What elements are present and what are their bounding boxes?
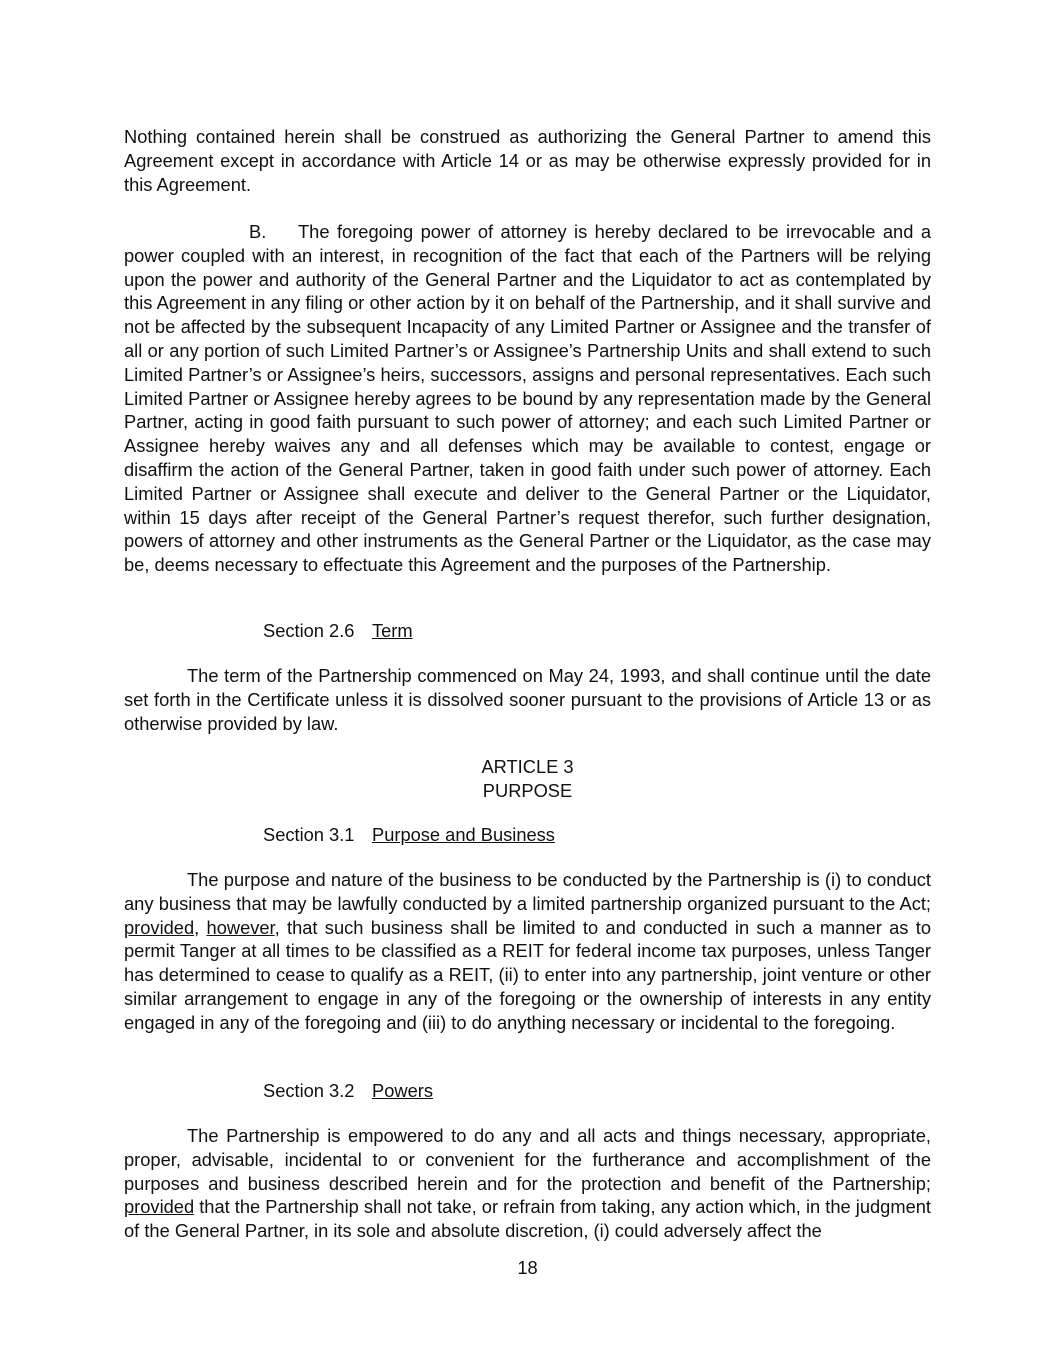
section-2-6-number: Section 2.6 xyxy=(263,620,355,641)
article-number: ARTICLE 3 xyxy=(481,756,574,777)
powers-text-1: The Partnership is empowered to do any and all acts and things necessary, appropriate, proper, advisable, incidental to or convenient for the furtherance and accomplishment of the purposes and business described herein and for the protection and benefit of the Partnership; xyxy=(124,1125,931,1194)
article-heading xyxy=(124,755,931,803)
intro-text: Nothing contained herein shall be construed as authorizing the General Partner to amend this Agreement except in accordance with Article 14 or as may be otherwise expressly provided for in this Agreement. xyxy=(124,126,931,195)
purpose-text-1: The purpose and nature of the business to be conducted by the Partnership is (i) to conduct any business that may be lawfully conducted by a limited partnership organized pursuant to the Act; xyxy=(124,869,931,914)
section-3-1-heading xyxy=(263,823,555,847)
section-3-2-number: Section 3.2 xyxy=(263,1080,355,1101)
term-paragraph xyxy=(124,664,931,735)
section-3-1-title: Purpose and Business xyxy=(372,824,555,845)
purpose-text-2: , that such business shall be limited to and conducted in such a manner as to permit Tanger at all times to be classified as a REIT for federal income tax purposes, unless Tanger has determined to cease to qualify as a REIT, (ii) to enter into any partnership, joint venture or other similar arrangement to engage in any of the foregoing or the ownership of interests in any entity engaged in any of the foregoing and (iii) to do anything necessary or incidental to the foregoing. xyxy=(124,916,931,1033)
paragraph-b-text: The foregoing power of attorney is hereby declared to be irrevocable and a power coupled with an interest, in recognition of the fact that each of the Partners will be relying upon the power and authority of the General Partner and the Liquidator to act as contemplated by this Agreement in any filing or other action by it on behalf of the Partnership, and it shall survive and not be affected by the subsequent Incapacity of any Limited Partner or Assignee and the transfer of all or any portion of such Limited Partner’s or Assignee’s Partnership Units and shall extend to such Limited Partner’s or Assignee’s heirs, successors, assigns and personal representatives. Each such Limited Partner or Assignee hereby agrees to be bound by any representation made by the General Partner, acting in good faith pursuant to such power of attorney; and each such Limited Partner or Assignee hereby waives any and all defenses which may be available to contest, engage or disaffirm the action of the General Partner, taken in good faith under such power of attorney. Each Limited Partner or Assignee shall execute and deliver to the General Partner or the Liquidator, within 15 days after receipt of the General Partner’s request therefor, such further designation, powers of attorney and other instruments as the General Partner or the Liquidator, as the case may be, deems necessary to effectuate this Agreement and the purposes of the Partnership. xyxy=(124,221,931,576)
powers-paragraph xyxy=(124,1124,931,1243)
however-term: however xyxy=(206,916,275,938)
section-2-6-title: Term xyxy=(372,620,413,641)
provided-term: provided xyxy=(124,916,195,938)
provided-term: provided xyxy=(124,1196,195,1218)
purpose-paragraph: The purpose and nature of the business to be conducted by the Partnership is (i) to conduct any business that may be lawfully conducted by a limited partnership organized pursuant to the Act; provided, however, that such business shall be limited to and conducted in such a manner as to permit Tanger at all times to be classified as a REIT for federal income tax purposes, unless Tanger has determined to cease to qualify as a REIT, (ii) to enter into any partnership, joint venture or other similar arrangement to engage in any of the foregoing or the ownership of interests in any entity engaged in any of the foregoing and (iii) to do anything necessary or incidental to the foregoing. xyxy=(124,869,931,1033)
term-text: The term of the Partnership commenced on May 24, 1993, and shall continue until the date set forth in the Certificate unless it is dissolved sooner pursuant to the provisions of Article 13 or as otherwise provided by law. xyxy=(124,665,931,734)
section-3-1-number: Section 3.1 xyxy=(263,824,355,845)
section-2-6-heading xyxy=(263,619,413,643)
article-title: PURPOSE xyxy=(482,779,573,801)
section-3-2-title: Powers xyxy=(372,1080,433,1101)
page-number: 18 xyxy=(517,1257,538,1278)
powers-text-2: that the Partnership shall not take, or refrain from taking, any action which, in the judgment of the General Partner, in its sole and absolute discretion, (i) could adversely affect the xyxy=(124,1196,931,1242)
paragraph-b-label: B. xyxy=(249,221,267,242)
section-3-2-heading xyxy=(263,1079,433,1103)
intro-paragraph xyxy=(124,125,931,196)
paragraph-b xyxy=(124,220,931,577)
